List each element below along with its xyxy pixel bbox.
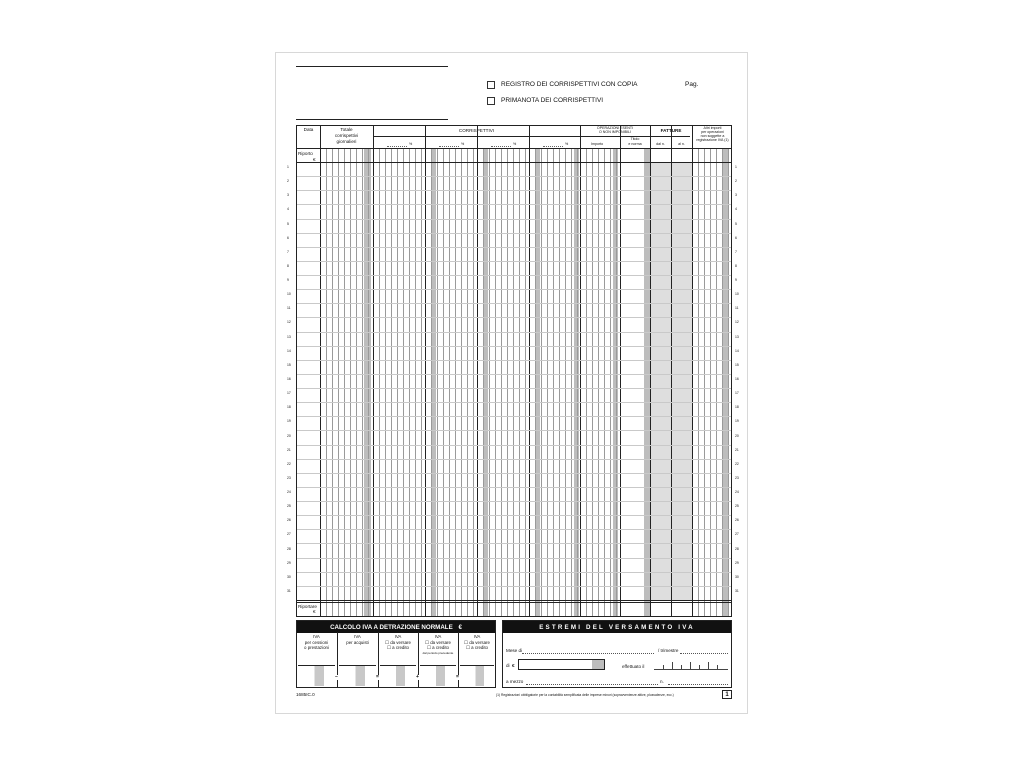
row-number: 23 bbox=[735, 475, 739, 480]
calcolo-operator: + bbox=[416, 674, 419, 680]
row-line bbox=[297, 572, 731, 573]
row-line bbox=[297, 430, 731, 431]
calcolo-c1-label: o prestazioni bbox=[304, 645, 329, 650]
effettuato-date-field[interactable] bbox=[654, 659, 728, 670]
row-line bbox=[297, 219, 731, 220]
row-number: 4 bbox=[735, 207, 737, 212]
percent-label-1: % bbox=[409, 142, 413, 146]
sub-titolo-1: Titolo bbox=[630, 137, 640, 141]
row-number: 3 bbox=[735, 193, 737, 198]
calcolo-c2-label: IVA bbox=[354, 634, 361, 639]
row-line bbox=[297, 586, 731, 587]
row-number: 11 bbox=[735, 306, 739, 311]
percent-field-line bbox=[439, 146, 459, 147]
calcolo-c4-label: ☐ a credito bbox=[427, 645, 449, 650]
row-number: 26 bbox=[287, 518, 291, 523]
header-line-bottom bbox=[296, 119, 448, 120]
col-altri-header-4: registrazione IVA (1) bbox=[696, 138, 729, 142]
row-line bbox=[297, 501, 731, 502]
row-line bbox=[297, 558, 731, 559]
calcolo-c4-label: IVA bbox=[434, 634, 442, 639]
calcolo-c1-label: per cessioni bbox=[304, 639, 329, 645]
option-primanota-label: PRIMANOTA DEI CORRISPETTIVI bbox=[501, 97, 604, 104]
row-number: 24 bbox=[287, 490, 291, 495]
percent-field-line bbox=[387, 146, 407, 147]
effettuato-label: effettuato il bbox=[622, 664, 645, 669]
row-line bbox=[297, 416, 731, 417]
riporto-label: Riporto bbox=[298, 151, 313, 156]
register-table bbox=[296, 125, 732, 617]
row-number: 17 bbox=[735, 391, 739, 396]
riportare-line bbox=[297, 600, 731, 601]
row-line bbox=[297, 247, 731, 248]
calcolo-c4-value-field[interactable] bbox=[420, 665, 456, 686]
row-number: 20 bbox=[287, 433, 291, 438]
calcolo-c3-label: ☐ a credito bbox=[387, 645, 409, 650]
trimestre-line bbox=[680, 653, 728, 654]
row-line bbox=[297, 487, 731, 488]
page-label: Pag. bbox=[685, 81, 699, 88]
row-number: 6 bbox=[287, 235, 289, 240]
row-number: 3 bbox=[287, 193, 289, 198]
row-number: 28 bbox=[287, 546, 291, 551]
row-number: 15 bbox=[287, 362, 291, 367]
riportare-label: Riportare bbox=[298, 604, 317, 609]
col-data-header: Data bbox=[303, 127, 314, 132]
riporto-line bbox=[297, 162, 731, 163]
row-number: 27 bbox=[735, 532, 739, 537]
row-number: 22 bbox=[287, 461, 291, 466]
row-line bbox=[297, 529, 731, 530]
date-digit-tick bbox=[708, 662, 709, 669]
riportare-line-2 bbox=[297, 602, 731, 603]
row-number: 12 bbox=[735, 320, 739, 325]
calcolo-iva-title: CALCOLO IVA A DETRAZIONE NORMALE bbox=[330, 624, 453, 631]
percent-label-4: % bbox=[565, 142, 569, 146]
calcolo-iva-title-bar bbox=[297, 621, 495, 633]
row-line bbox=[297, 473, 731, 474]
row-number: 26 bbox=[735, 518, 739, 523]
row-number: 25 bbox=[735, 504, 739, 509]
col-totale-header-2: corrispettivi bbox=[334, 133, 359, 138]
row-number: 19 bbox=[735, 419, 739, 424]
row-line bbox=[297, 360, 731, 361]
col-operazioni-header-1: OPERAZIONI ESENTI bbox=[596, 126, 634, 130]
date-digit-tick bbox=[681, 665, 682, 669]
row-number: 23 bbox=[287, 475, 291, 480]
col-totale-header-3: giornalieri bbox=[336, 139, 357, 144]
row-number: 5 bbox=[735, 221, 737, 226]
row-number: 20 bbox=[735, 433, 739, 438]
row-number: 10 bbox=[735, 292, 739, 297]
row-number: 31 bbox=[287, 588, 291, 593]
row-line bbox=[297, 346, 731, 347]
row-number: 13 bbox=[287, 334, 291, 339]
row-line bbox=[297, 459, 731, 460]
versamento-box bbox=[502, 620, 732, 688]
calcolo-operator: = bbox=[456, 674, 459, 680]
riporto-euro: € bbox=[313, 157, 316, 162]
calcolo-c2-label: per acquisti bbox=[346, 639, 369, 645]
date-digit-tick bbox=[699, 665, 700, 669]
row-number: 29 bbox=[735, 560, 739, 565]
row-number: 12 bbox=[287, 320, 291, 325]
col-altri-header-2: per operazioni bbox=[701, 130, 724, 134]
n-label: n. bbox=[660, 679, 664, 684]
row-number: 8 bbox=[287, 263, 289, 268]
row-number: 27 bbox=[287, 532, 291, 537]
importo-versamento-field[interactable] bbox=[518, 659, 605, 670]
col-totale-header-1: Totale bbox=[340, 127, 353, 132]
row-number: 9 bbox=[735, 278, 737, 283]
footer-note: (1) Registrazioni obbligatorie per la contabilità semplificata delle imprese minori (sopravvenienze attive, plusvalenze, ecc.) bbox=[496, 693, 674, 697]
row-line bbox=[297, 388, 731, 389]
header-sub-line bbox=[373, 136, 690, 137]
di-euro: € bbox=[512, 663, 515, 668]
row-line bbox=[297, 445, 731, 446]
row-number: 11 bbox=[287, 306, 291, 311]
register-page bbox=[275, 52, 748, 714]
row-number: 15 bbox=[735, 362, 739, 367]
mese-line bbox=[522, 653, 654, 654]
calcolo-operator: = bbox=[376, 674, 379, 680]
row-number: 16 bbox=[735, 377, 739, 381]
row-number: 2 bbox=[287, 179, 289, 184]
date-digit-tick bbox=[672, 662, 673, 669]
calcolo-c5-label: ☐ da versare bbox=[464, 639, 490, 645]
row-number: 30 bbox=[287, 574, 291, 579]
col-fatture-header: FATTURE bbox=[660, 128, 682, 133]
row-line bbox=[297, 332, 731, 333]
checkbox-registro[interactable] bbox=[487, 81, 495, 89]
percent-field-line bbox=[491, 146, 511, 147]
row-number: 2 bbox=[735, 179, 737, 184]
col-altri-header-3: non soggette a bbox=[700, 134, 725, 138]
row-number: 14 bbox=[287, 348, 291, 353]
percent-label-3: % bbox=[513, 142, 517, 146]
sub-dal: dal n. bbox=[656, 142, 665, 146]
mese-label: Mese di bbox=[506, 648, 523, 653]
percent-label-2: % bbox=[461, 142, 465, 146]
header-bottom-line bbox=[297, 148, 731, 149]
row-line bbox=[297, 402, 731, 403]
col-corrispettivi-header: CORRISPETTIVI bbox=[458, 128, 495, 133]
row-number: 29 bbox=[287, 560, 291, 565]
calcolo-c2-value-field[interactable] bbox=[339, 665, 376, 686]
row-number: 4 bbox=[287, 207, 289, 212]
calcolo-c4-label: ☐ da versare bbox=[425, 639, 451, 645]
calcolo-c5-label: IVA bbox=[473, 634, 481, 639]
calcolo-c5-value-field[interactable] bbox=[460, 665, 494, 686]
header-line-top bbox=[296, 66, 448, 67]
row-number: 6 bbox=[735, 235, 737, 240]
date-digit-tick bbox=[663, 665, 664, 669]
row-number: 16 bbox=[287, 377, 291, 381]
row-line bbox=[297, 515, 731, 516]
trimestre-label: / trimestre bbox=[658, 648, 679, 653]
form-code: 1685IC.0 bbox=[296, 692, 315, 697]
row-number: 10 bbox=[287, 292, 291, 297]
date-digit-tick bbox=[717, 665, 718, 669]
row-line bbox=[297, 275, 731, 276]
calcolo-c3-value-field[interactable] bbox=[380, 665, 416, 686]
calcolo-c1-value-field[interactable] bbox=[298, 665, 335, 686]
row-number: 18 bbox=[735, 405, 739, 410]
di-label: di bbox=[506, 663, 510, 668]
row-line bbox=[297, 190, 731, 191]
row-number: 14 bbox=[735, 348, 739, 353]
row-number: 17 bbox=[287, 391, 291, 396]
page-number-box bbox=[722, 690, 732, 699]
sub-al: al n. bbox=[678, 142, 685, 146]
versamento-title-bar bbox=[503, 621, 731, 633]
mezzo-line bbox=[526, 684, 658, 685]
row-number: 18 bbox=[287, 405, 291, 410]
col-operazioni-header-2: O NON IMPONIBILI bbox=[599, 130, 631, 134]
row-number: 24 bbox=[735, 490, 739, 495]
checkbox-primanota[interactable] bbox=[487, 97, 495, 105]
row-number: 30 bbox=[735, 574, 739, 579]
date-digit-tick bbox=[690, 662, 691, 669]
row-number: 1 bbox=[735, 165, 737, 170]
row-line bbox=[297, 261, 731, 262]
calcolo-c4-label: dal periodo precedente bbox=[422, 650, 454, 655]
row-number: 28 bbox=[735, 546, 739, 551]
row-number: 7 bbox=[287, 249, 289, 254]
riportare-euro: € bbox=[313, 609, 316, 614]
row-number: 21 bbox=[287, 447, 291, 452]
row-number: 31 bbox=[735, 588, 739, 593]
versamento-title: ESTREMI DEL VERSAMENTO IVA bbox=[539, 624, 695, 631]
calcolo-euro: € bbox=[458, 624, 462, 631]
option-registro-label: REGISTRO DEI CORRISPETTIVI CON COPIA bbox=[501, 81, 638, 88]
calcolo-c3-label: ☐ da versare bbox=[385, 639, 411, 645]
row-line bbox=[297, 317, 731, 318]
row-number: 1 bbox=[287, 165, 289, 170]
row-number: 19 bbox=[287, 419, 291, 424]
percent-field-line bbox=[543, 146, 563, 147]
calcolo-c5-label: ☐ a credito bbox=[466, 645, 488, 650]
row-number: 7 bbox=[735, 249, 737, 254]
row-line bbox=[297, 543, 731, 544]
row-number: 13 bbox=[735, 334, 739, 339]
mezzo-label: a mezzo bbox=[506, 679, 524, 684]
row-number: 5 bbox=[287, 221, 289, 226]
sub-importo: Importo bbox=[591, 142, 604, 146]
calcolo-c1-label: IVA bbox=[313, 634, 320, 639]
row-line bbox=[297, 176, 731, 177]
row-line bbox=[297, 289, 731, 290]
row-number: 9 bbox=[287, 278, 289, 283]
n-line bbox=[668, 684, 728, 685]
calcolo-c3-label: IVA bbox=[394, 634, 402, 639]
row-line bbox=[297, 374, 731, 375]
row-number: 25 bbox=[287, 504, 291, 509]
row-number: 22 bbox=[735, 461, 739, 466]
page-number: 1 bbox=[725, 692, 729, 698]
col-altri-header-1: Altri importi bbox=[703, 126, 722, 130]
row-line bbox=[297, 204, 731, 205]
row-line bbox=[297, 233, 731, 234]
sub-titolo-2: e norma bbox=[628, 142, 642, 146]
row-number: 21 bbox=[735, 447, 739, 452]
row-number: 8 bbox=[735, 263, 737, 268]
row-line bbox=[297, 303, 731, 304]
calcolo-operator: – bbox=[335, 674, 338, 680]
